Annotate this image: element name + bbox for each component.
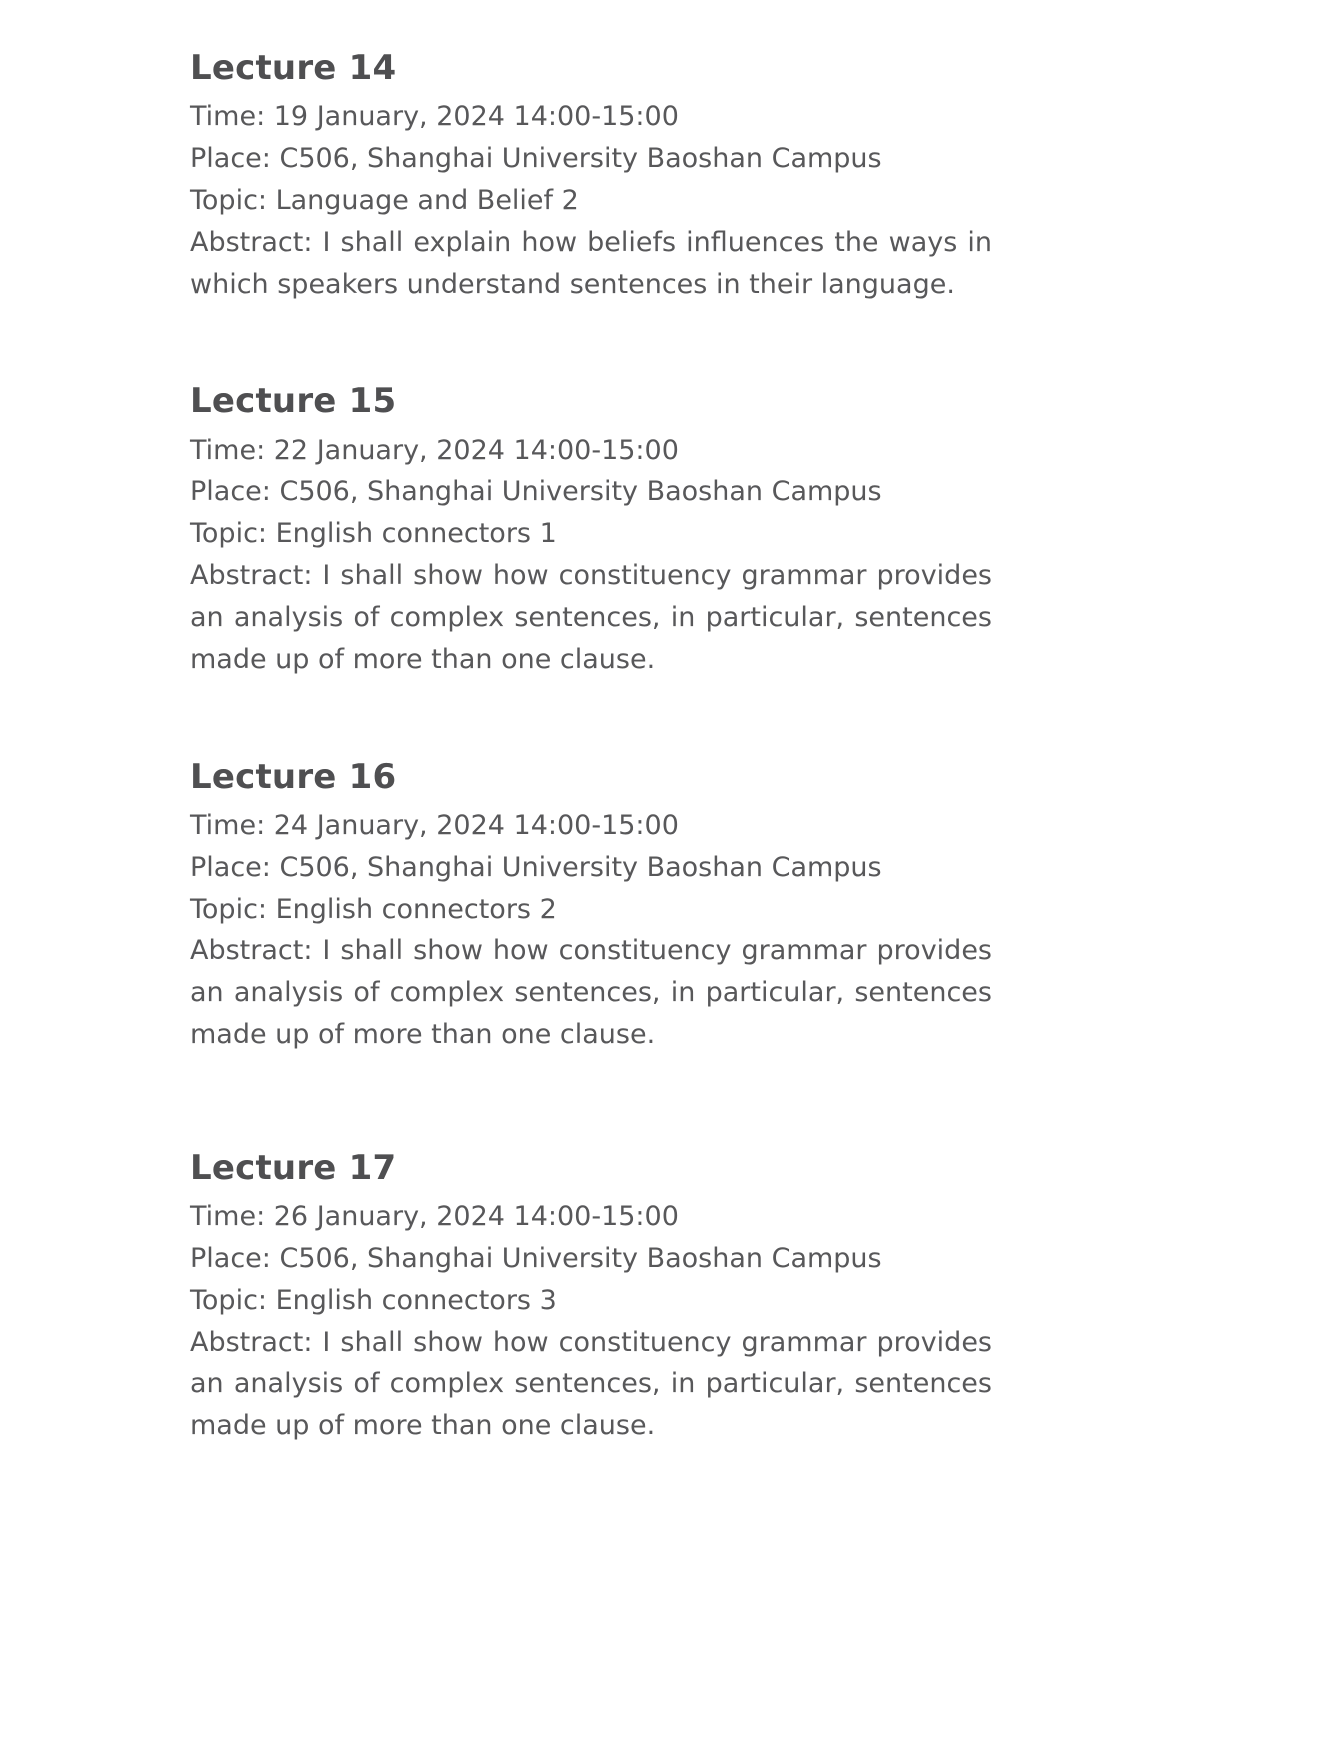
- lecture-topic: Topic: English connectors 2: [190, 893, 557, 925]
- lecture-title: Lecture 16: [190, 756, 397, 797]
- lecture-place: Place: C506, Shanghai University Baoshan Campus: [190, 476, 882, 508]
- lecture-title: Lecture 15: [190, 381, 397, 422]
- lecture-time: Time: 22 January, 2024 14:00-15:00: [190, 434, 679, 466]
- lecture-abstract: Abstract: I shall show how constituency grammar provides an analysis of complex sentences, in particular, sentences made up of more than one clause.: [190, 560, 992, 675]
- lecture-time: Time: 26 January, 2024 14:00-15:00: [190, 1201, 679, 1233]
- lecture-place: Place: C506, Shanghai University Baoshan Campus: [190, 1242, 882, 1274]
- lecture-entry: [190, 46, 992, 305]
- lecture-title: Lecture 17: [190, 1147, 397, 1188]
- lecture-topic: Topic: English connectors 3: [190, 1284, 557, 1316]
- lecture-abstract: Abstract: I shall show how constituency grammar provides an analysis of complex sentences, in particular, sentences made up of more than one clause.: [190, 935, 992, 1051]
- lecture-place: Place: C506, Shanghai University Baoshan Campus: [190, 851, 882, 883]
- lecture-abstract: Abstract: I shall explain how beliefs influences the ways in which speakers understand sentences in their language.: [190, 226, 992, 300]
- lecture-entry: [190, 379, 992, 680]
- lecture-topic: Topic: English connectors 1: [190, 518, 557, 550]
- lecture-title: Lecture 14: [190, 48, 397, 88]
- lecture-time: Time: 19 January, 2024 14:00-15:00: [190, 101, 679, 133]
- lecture-abstract: Abstract: I shall show how constituency grammar provides an analysis of complex sentences, in particular, sentences made up of more than one clause.: [190, 1326, 992, 1442]
- lecture-time: Time: 24 January, 2024 14:00-15:00: [190, 809, 679, 841]
- lecture-entry: [190, 1146, 992, 1447]
- lecture-topic: Topic: Language and Belief 2: [190, 184, 579, 216]
- lecture-place: Place: C506, Shanghai University Baoshan Campus: [190, 143, 882, 175]
- lecture-entry: [190, 755, 992, 1056]
